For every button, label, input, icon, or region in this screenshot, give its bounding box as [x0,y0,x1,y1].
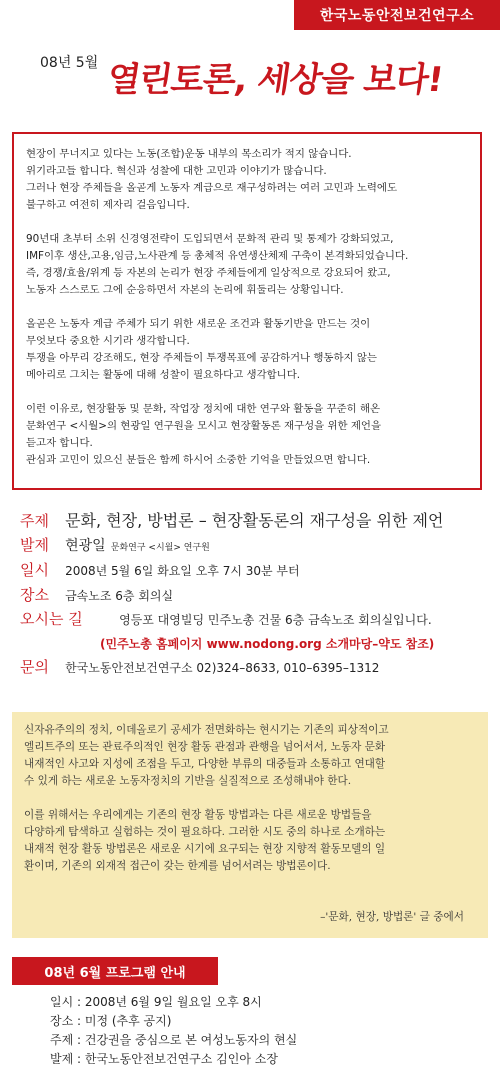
text-line: 현장이 무너지고 있다는 노동(조합)운동 내부의 목소리가 적지 않습니다. [26,148,352,160]
place-row [20,584,173,605]
text-line: 관심과 고민이 있으신 분들은 함께 하시어 소중한 기억을 만들었으면 합니다. [26,454,371,466]
directions-row [20,608,432,629]
page-title: 열린토론, 세상을 보다! [104,60,446,100]
quote-paragraph [24,807,476,875]
topic-label: 주제 [20,512,49,530]
presenter-row [20,534,210,555]
text-line: 문화연구 <시월>의 현광일 연구원을 모시고 현장활동론 재구성을 위한 제언을 [26,420,381,432]
program-item: 주제 : 건강권을 중심으로 본 여성노동자의 현실 [50,1033,298,1047]
quote-source: –'문화, 현장, 방법론' 글 중에서 [320,911,464,923]
text-line: 투쟁을 아무리 강조해도, 현장 주체들이 투쟁목표에 공감하거나 행동하지 않는 [26,352,377,364]
directions-note-row [100,633,434,652]
program-banner: 08년 6월 프로그램 안내 [12,957,218,985]
program-item: 장소 : 미정 (추후 공지) [50,1014,172,1028]
topic-row [20,508,443,531]
directions-label: 오시는 길 [20,610,83,628]
intro-paragraph [26,146,468,214]
text-line: 환이며, 기존의 외재적 접근이 갖는 한계를 넘어서려는 방법론이다. [24,860,331,872]
text-line: 이를 위해서는 우리에게는 기존의 현장 활동 방법과는 다른 새로운 방법들을 [24,809,372,821]
text-line: 90년대 초부터 소위 신경영전략이 도입되면서 문화적 관리 및 통제가 강화되었고, [26,233,394,245]
text-line: 수 있게 하는 새로운 노동자정치의 기반을 실질적으로 조성해내야 한다. [24,775,352,787]
intro-paragraph [26,316,468,384]
program-item: 발제 : 한국노동안전보건연구소 김인아 소장 [50,1052,278,1066]
text-line: 엘리트주의 또는 관료주의적인 현장 활동 관점과 관행을 넘어서서, 노동자 문화 [24,741,386,753]
text-line: 내재적 현장 활동 방법론은 새로운 시기에 요구되는 현장 지향적 활동모델의 일 [24,843,386,855]
text-line: 노동자 스스로도 그에 순응하면서 자본의 논리에 휘둘리는 상황입니다. [26,284,344,296]
intro-text-box [12,132,482,490]
text-line: IMF이후 생산,고용,임금,노사관계 등 총체적 유연생산체제 구축이 본격화되었습니다. [26,250,409,262]
text-line: 다양하게 탐색하고 실험하는 것이 필요하다. 그러한 시도 중의 하나로 소개하는 [24,826,386,838]
presenter-label: 발제 [20,536,49,554]
text-line: 신자유주의의 정치, 이데올로기 공세가 전면화하는 현시기는 기존의 피상적이고 [24,724,389,736]
program-item: 일시 : 2008년 6월 9일 월요일 오후 8시 [50,995,262,1009]
text-line: 즉, 경쟁/효율/위계 등 자본의 논리가 현장 주체들에게 일상적으로 강요되어 왔고, [26,267,391,279]
text-line: 위기라고들 합니다. 혁신과 성찰에 대한 고민과 이야기가 많습니다. [26,165,327,177]
text-line: 불구하고 여전히 제자리 걸음입니다. [26,199,190,211]
topic-value: 문화, 현장, 방법론 – 현장활동론의 재구성을 위한 제언 [65,511,444,530]
text-line: 듣고자 합니다. [26,437,93,449]
intro-paragraph [26,401,468,469]
time-row [20,559,300,580]
quote-paragraph [24,722,476,790]
presenter-name: 현광일 [65,538,106,554]
org-name-tab: 한국노동안전보건연구소 [294,0,500,30]
text-line: 메아리로 그치는 활동에 대해 성찰이 필요하다고 생각합니다. [26,369,301,381]
time-label: 일시 [20,561,49,579]
quote-box [12,712,488,938]
event-date-label: 08년 5월 [40,55,99,71]
time-value: 2008년 5월 6일 화요일 오후 7시 30분 부터 [65,564,300,578]
contact-label: 문의 [20,658,49,676]
text-line: 내재적인 사고와 지성에 조점을 두고, 다양한 부류의 대중들과 소통하고 연대할 [24,758,386,770]
text-line: 이런 이유로, 현장활동 및 문화, 작업장 정치에 대한 연구와 활동을 꾸준히 해온 [26,403,381,415]
contact-value: 한국노동안전보건연구소 02)324–8633, 010–6395–1312 [65,661,380,675]
text-line: 그러나 현장 주체들을 올곧게 노동자 계급으로 재구성하려는 여러 고민과 노력에도 [26,182,397,194]
contact-row [20,656,379,677]
text-line: 무엇보다 중요한 시기라 생각합니다. [26,335,190,347]
place-value: 금속노조 6층 회의실 [65,589,174,603]
directions-value: 영등포 대영빌딩 민주노총 건물 6층 금속노조 회의실입니다. [119,613,432,627]
presenter-affiliation: 문화연구 <시월> 연구원 [110,543,210,553]
intro-paragraph [26,231,468,299]
text-line: 올곧은 노동자 계급 주체가 되기 위한 새로운 조건과 활동기반을 만드는 것이 [26,318,371,330]
directions-note: (민주노총 홈페이지 www.nodong.org 소개마당–약도 참조) [100,637,435,651]
place-label: 장소 [20,586,49,604]
program-list [50,993,297,1069]
